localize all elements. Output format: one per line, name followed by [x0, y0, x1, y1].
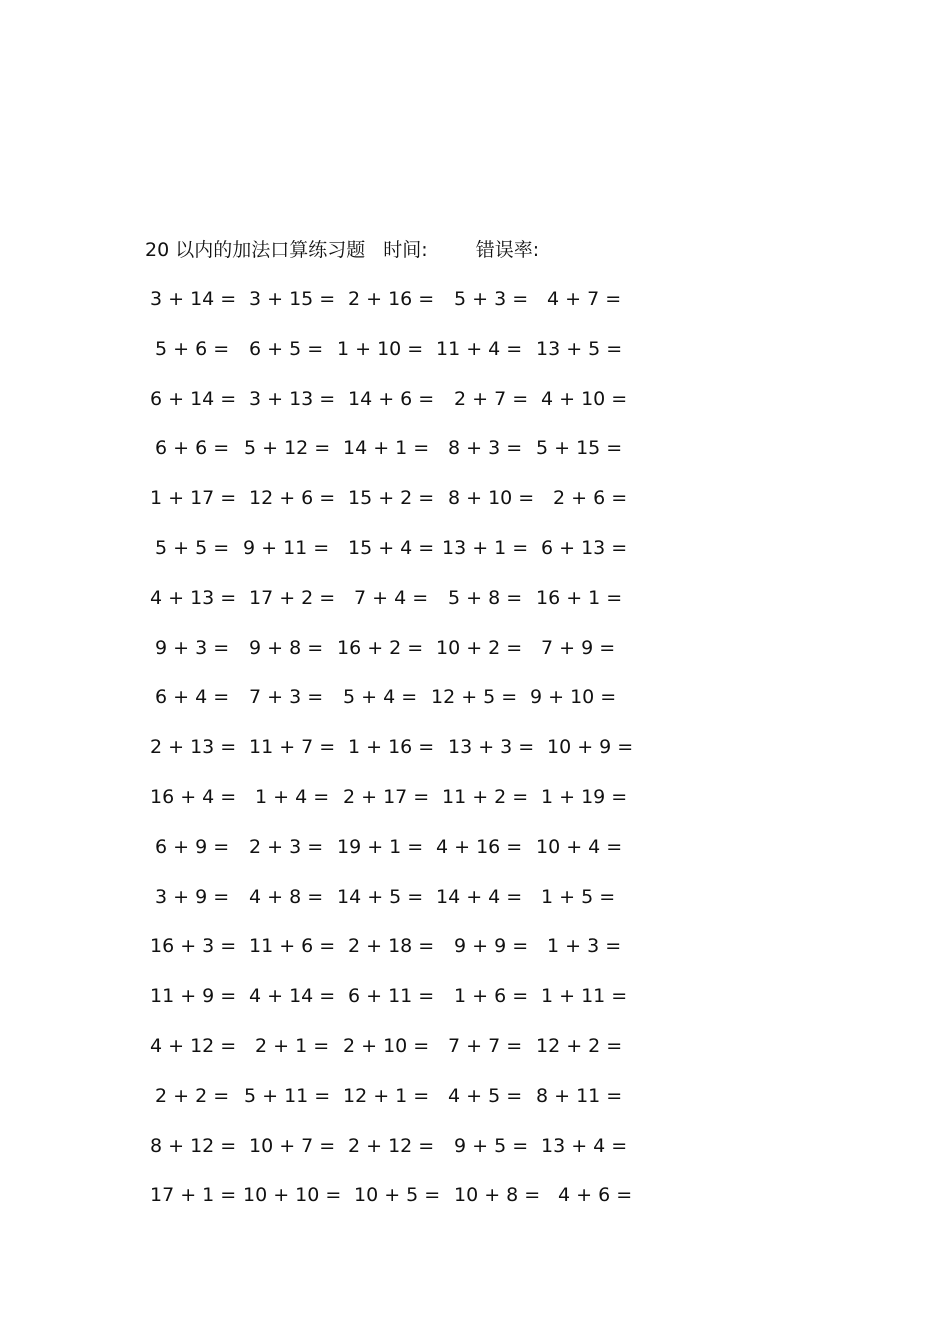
- problem-cell: 4 + 6 =: [558, 1184, 633, 1207]
- problem-cell: 7 + 3 =: [249, 686, 324, 709]
- problem-cell: 7 + 9 =: [541, 636, 616, 659]
- problem-cell: 4 + 14 =: [249, 985, 336, 1008]
- problem-cell: 3 + 14 =: [150, 288, 237, 310]
- problem-cell: 4 + 16 =: [436, 835, 523, 858]
- problem-cell: 1 + 16 =: [348, 736, 435, 759]
- problem-cell: 1 + 17 =: [150, 487, 237, 510]
- problem-cell: 3 + 9 =: [155, 885, 230, 908]
- problem-row: [145, 485, 645, 535]
- problem-cell: 12 + 1 =: [343, 1084, 430, 1107]
- problem-cell: 9 + 5 =: [454, 1134, 529, 1157]
- problem-cell: 1 + 6 =: [454, 985, 529, 1008]
- problem-cell: 1 + 19 =: [541, 785, 628, 808]
- problem-row: [145, 336, 645, 386]
- problem-cell: 5 + 3 =: [454, 288, 529, 310]
- problem-cell: 16 + 4 =: [150, 785, 237, 808]
- problem-cell: 2 + 6 =: [553, 487, 628, 510]
- problem-cell: 12 + 6 =: [249, 487, 336, 510]
- problem-cell: 2 + 2 =: [155, 1084, 230, 1107]
- problem-cell: 4 + 12 =: [150, 1034, 237, 1057]
- problem-cell: 8 + 11 =: [536, 1084, 623, 1107]
- problem-cell: 2 + 18 =: [348, 935, 435, 958]
- problem-cell: 9 + 9 =: [454, 935, 529, 958]
- problem-cell: 16 + 3 =: [150, 935, 237, 958]
- problem-cell: 4 + 8 =: [249, 885, 324, 908]
- problem-cell: 11 + 2 =: [442, 785, 529, 808]
- problem-cell: 7 + 4 =: [354, 586, 429, 609]
- problem-row: [145, 933, 645, 983]
- problem-cell: 5 + 5 =: [155, 536, 230, 559]
- problem-row: [145, 1033, 645, 1083]
- problem-cell: 10 + 2 =: [436, 636, 523, 659]
- problem-row: [145, 834, 645, 884]
- problem-row: [145, 386, 645, 436]
- problem-cell: 12 + 5 =: [431, 686, 518, 709]
- problem-row: [145, 635, 645, 685]
- problem-cell: 17 + 1 =: [150, 1184, 237, 1207]
- problem-cell: 11 + 9 =: [150, 985, 237, 1008]
- problem-grid: [145, 286, 645, 1232]
- problem-cell: 10 + 8 =: [454, 1184, 541, 1207]
- problem-cell: 10 + 7 =: [249, 1134, 336, 1157]
- problem-cell: 16 + 2 =: [337, 636, 424, 659]
- problem-cell: 7 + 7 =: [448, 1034, 523, 1057]
- problem-cell: 5 + 4 =: [343, 686, 418, 709]
- problem-cell: 4 + 10 =: [541, 387, 628, 410]
- problem-row: [145, 884, 645, 934]
- problem-cell: 14 + 1 =: [343, 437, 430, 460]
- problem-cell: 2 + 1 =: [255, 1034, 330, 1057]
- problem-cell: 2 + 7 =: [454, 387, 529, 410]
- problem-cell: 6 + 13 =: [541, 536, 628, 559]
- problem-cell: 6 + 14 =: [150, 387, 237, 410]
- problem-cell: 5 + 15 =: [536, 437, 623, 460]
- problem-cell: 14 + 5 =: [337, 885, 424, 908]
- problem-cell: 13 + 1 =: [442, 536, 529, 559]
- problem-cell: 6 + 4 =: [155, 686, 230, 709]
- problem-cell: 9 + 3 =: [155, 636, 230, 659]
- time-label: 时间:: [383, 239, 428, 261]
- problem-cell: 9 + 11 =: [243, 536, 330, 559]
- problem-cell: 14 + 4 =: [436, 885, 523, 908]
- problem-cell: 11 + 7 =: [249, 736, 336, 759]
- problem-row: [145, 585, 645, 635]
- problem-row: [145, 1133, 645, 1183]
- problem-cell: 12 + 2 =: [536, 1034, 623, 1057]
- problem-cell: 5 + 6 =: [155, 337, 230, 360]
- problem-cell: 1 + 5 =: [541, 885, 616, 908]
- problem-cell: 11 + 6 =: [249, 935, 336, 958]
- problem-cell: 13 + 4 =: [541, 1134, 628, 1157]
- problem-cell: 14 + 6 =: [348, 387, 435, 410]
- worksheet-header: [145, 236, 539, 264]
- problem-cell: 2 + 12 =: [348, 1134, 435, 1157]
- problem-cell: 10 + 5 =: [354, 1184, 441, 1207]
- problem-row: [145, 983, 645, 1033]
- problem-cell: 8 + 10 =: [448, 487, 535, 510]
- problem-cell: 5 + 12 =: [244, 437, 331, 460]
- problem-row: [145, 286, 645, 336]
- problem-cell: 4 + 5 =: [448, 1084, 523, 1107]
- problem-cell: 9 + 10 =: [530, 686, 617, 709]
- problem-cell: 19 + 1 =: [337, 835, 424, 858]
- problem-row: [145, 1182, 645, 1232]
- problem-row: [145, 684, 645, 734]
- problem-cell: 5 + 11 =: [244, 1084, 331, 1107]
- problem-cell: 1 + 4 =: [255, 785, 330, 808]
- problem-cell: 3 + 15 =: [249, 288, 336, 310]
- problem-cell: 17 + 2 =: [249, 586, 336, 609]
- problem-cell: 5 + 8 =: [448, 586, 523, 609]
- problem-cell: 2 + 13 =: [150, 736, 237, 759]
- problem-row: [145, 435, 645, 485]
- problem-cell: 13 + 3 =: [448, 736, 535, 759]
- error-rate-label: 错误率:: [475, 239, 540, 261]
- problem-cell: 4 + 13 =: [150, 586, 237, 609]
- problem-cell: 11 + 4 =: [436, 337, 523, 360]
- problem-cell: 15 + 4 =: [348, 536, 435, 559]
- problem-cell: 2 + 16 =: [348, 288, 435, 310]
- problem-cell: 2 + 17 =: [343, 785, 430, 808]
- problem-cell: 16 + 1 =: [536, 586, 623, 609]
- problem-cell: 10 + 4 =: [536, 835, 623, 858]
- problem-cell: 2 + 3 =: [249, 835, 324, 858]
- problem-cell: 1 + 11 =: [541, 985, 628, 1008]
- problem-cell: 8 + 12 =: [150, 1134, 237, 1157]
- problem-cell: 3 + 13 =: [249, 387, 336, 410]
- problem-cell: 10 + 9 =: [547, 736, 634, 759]
- problem-cell: 1 + 3 =: [547, 935, 622, 958]
- problem-cell: 6 + 9 =: [155, 835, 230, 858]
- problem-row: [145, 734, 645, 784]
- problem-cell: 10 + 10 =: [243, 1184, 342, 1207]
- problem-cell: 6 + 11 =: [348, 985, 435, 1008]
- problem-cell: 13 + 5 =: [536, 337, 623, 360]
- problem-row: [145, 784, 645, 834]
- problem-cell: 15 + 2 =: [348, 487, 435, 510]
- problem-cell: 8 + 3 =: [448, 437, 523, 460]
- problem-row: [145, 1083, 645, 1133]
- problem-row: [145, 535, 645, 585]
- worksheet-title: 20 以内的加法口算练习题: [145, 239, 366, 261]
- problem-cell: 9 + 8 =: [249, 636, 324, 659]
- problem-cell: 2 + 10 =: [343, 1034, 430, 1057]
- problem-cell: 6 + 5 =: [249, 337, 324, 360]
- problem-cell: 4 + 7 =: [547, 288, 622, 310]
- problem-cell: 6 + 6 =: [155, 437, 230, 460]
- problem-cell: 1 + 10 =: [337, 337, 424, 360]
